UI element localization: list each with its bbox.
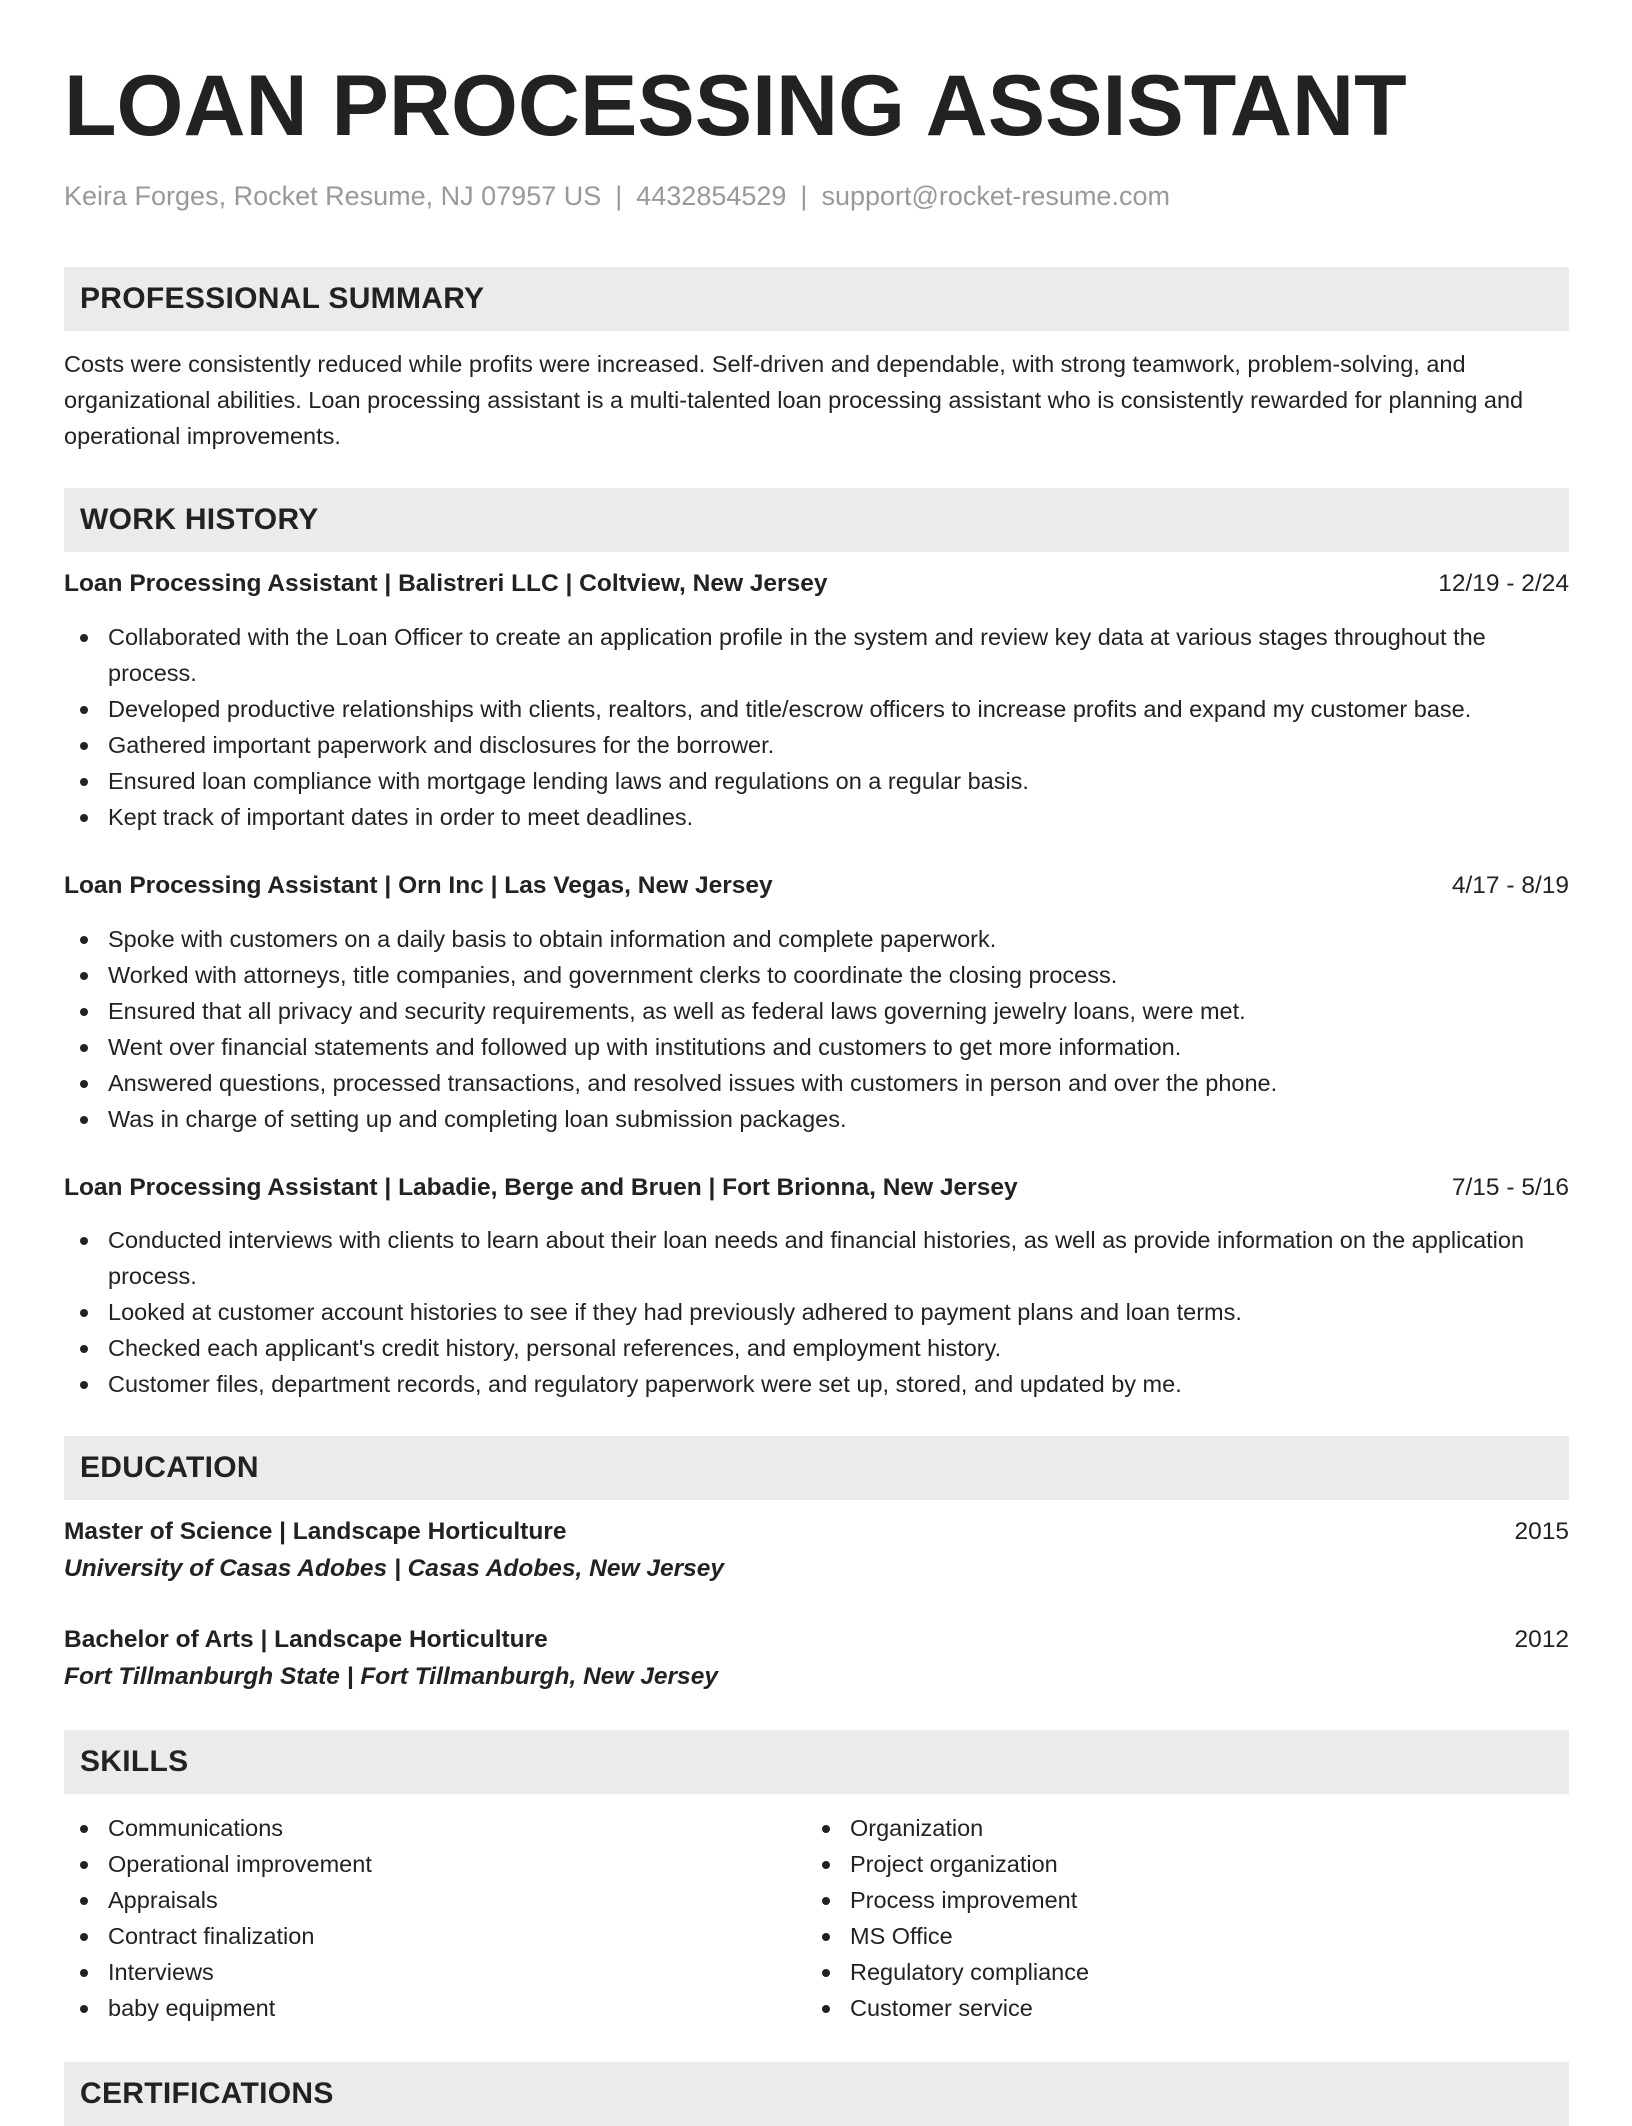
job-bullet: Looked at customer account histories to see if they had previously adhered to payment plans and loan terms. bbox=[64, 1294, 1569, 1330]
job-bullet: Customer files, department records, and regulatory paperwork were set up, stored, and updated by me. bbox=[64, 1366, 1569, 1402]
job-entry bbox=[64, 868, 1569, 1137]
skills-heading: SKILLS bbox=[80, 1745, 189, 1778]
job-dates: 4/17 - 8/19 bbox=[1451, 872, 1569, 899]
job-header bbox=[64, 566, 1569, 602]
job-entry bbox=[64, 1170, 1569, 1402]
job-bullet: Gathered important paperwork and disclosures for the borrower. bbox=[64, 727, 1569, 763]
job-header bbox=[64, 868, 1569, 904]
contact-email: support@rocket-resume.com bbox=[821, 181, 1170, 211]
job-bullets bbox=[64, 921, 1569, 1137]
contact-separator: | bbox=[615, 181, 623, 211]
education-entry bbox=[64, 1514, 1569, 1588]
skill-item: Customer service bbox=[806, 1990, 1548, 2026]
job-bullets bbox=[64, 619, 1569, 835]
education-year: 2015 bbox=[1514, 1518, 1569, 1545]
resume-page bbox=[64, 0, 1569, 2126]
job-bullet: Ensured loan compliance with mortgage lending laws and regulations on a regular basis. bbox=[64, 763, 1569, 799]
job-bullets bbox=[64, 1222, 1569, 1402]
summary-section-header bbox=[64, 267, 1569, 331]
job-title: Loan Processing Assistant | Balistreri LLC | Coltview, New Jersey bbox=[64, 570, 828, 597]
education-heading: EDUCATION bbox=[80, 1451, 259, 1484]
job-bullet: Worked with attorneys, title companies, and government clerks to coordinate the closing process. bbox=[64, 957, 1569, 993]
work-heading: WORK HISTORY bbox=[80, 503, 319, 536]
job-bullet: Kept track of important dates in order to meet deadlines. bbox=[64, 799, 1569, 835]
skills-columns bbox=[64, 1810, 1569, 2026]
skill-item: Organization bbox=[806, 1810, 1548, 1846]
skill-item: Project organization bbox=[806, 1846, 1548, 1882]
skill-item: Interviews bbox=[64, 1954, 806, 1990]
education-degree: Bachelor of Arts | Landscape Horticulture bbox=[64, 1626, 548, 1653]
education-header bbox=[64, 1622, 1569, 1658]
skill-item: Regulatory compliance bbox=[806, 1954, 1548, 1990]
job-title: Loan Processing Assistant | Orn Inc | Las Vegas, New Jersey bbox=[64, 872, 773, 899]
contact-address: Keira Forges, Rocket Resume, NJ 07957 US bbox=[64, 181, 602, 211]
summary-heading: PROFESSIONAL SUMMARY bbox=[80, 282, 485, 315]
contact-separator: | bbox=[800, 181, 808, 211]
contact-line bbox=[64, 178, 1569, 214]
job-header bbox=[64, 1170, 1569, 1206]
education-school: Fort Tillmanburgh State | Fort Tillmanburgh, New Jersey bbox=[64, 1663, 718, 1690]
job-bullet: Was in charge of setting up and completing loan submission packages. bbox=[64, 1101, 1569, 1137]
education-entry bbox=[64, 1622, 1569, 1696]
certifications-section-header bbox=[64, 2062, 1569, 2126]
education-year: 2012 bbox=[1514, 1626, 1569, 1653]
job-entry bbox=[64, 566, 1569, 835]
skills-list-left bbox=[64, 1810, 806, 2026]
summary-text: Costs were consistently reduced while profits were increased. Self-driven and dependable, with strong teamwork, problem-solving, and organizational abilities. Loan processing assistant is a multi-talented loan processing assistant who is consistently rewarded for planning and operational improvements. bbox=[64, 351, 1524, 449]
education-section-header bbox=[64, 1436, 1569, 1500]
skill-item: baby equipment bbox=[64, 1990, 806, 2026]
job-bullet: Spoke with customers on a daily basis to obtain information and complete paperwork. bbox=[64, 921, 1569, 957]
skill-item: Process improvement bbox=[806, 1882, 1548, 1918]
job-bullet: Checked each applicant's credit history, personal references, and employment history. bbox=[64, 1330, 1569, 1366]
education-school: University of Casas Adobes | Casas Adobes, New Jersey bbox=[64, 1555, 725, 1582]
skill-item: Contract finalization bbox=[64, 1918, 806, 1954]
job-bullet: Went over financial statements and followed up with institutions and customers to get more information. bbox=[64, 1029, 1569, 1065]
certifications-heading: CERTIFICATIONS bbox=[80, 2077, 334, 2110]
work-section-header bbox=[64, 488, 1569, 552]
job-bullet: Conducted interviews with clients to learn about their loan needs and financial histories, as well as provide information on the application process. bbox=[64, 1222, 1569, 1294]
job-bullet: Answered questions, processed transactions, and resolved issues with customers in person and over the phone. bbox=[64, 1065, 1569, 1101]
job-bullet: Developed productive relationships with clients, realtors, and title/escrow officers to increase profits and expand my customer base. bbox=[64, 691, 1569, 727]
skills-list-right bbox=[806, 1810, 1548, 2026]
skill-item: Operational improvement bbox=[64, 1846, 806, 1882]
contact-phone: 4432854529 bbox=[636, 181, 787, 211]
skill-item: MS Office bbox=[806, 1918, 1548, 1954]
candidate-title: LOAN PROCESSING ASSISTANT bbox=[64, 58, 1407, 154]
job-dates: 12/19 - 2/24 bbox=[1438, 570, 1569, 597]
education-header bbox=[64, 1514, 1569, 1550]
skill-item: Communications bbox=[64, 1810, 806, 1846]
education-degree: Master of Science | Landscape Horticulture bbox=[64, 1518, 567, 1545]
job-dates: 7/15 - 5/16 bbox=[1451, 1174, 1569, 1201]
job-title: Loan Processing Assistant | Labadie, Berge and Bruen | Fort Brionna, New Jersey bbox=[64, 1174, 1018, 1201]
skills-section-header bbox=[64, 1730, 1569, 1794]
job-bullet: Collaborated with the Loan Officer to create an application profile in the system and review key data at various stages throughout the process. bbox=[64, 619, 1569, 691]
job-bullet: Ensured that all privacy and security requirements, as well as federal laws governing jewelry loans, were met. bbox=[64, 993, 1569, 1029]
skill-item: Appraisals bbox=[64, 1882, 806, 1918]
